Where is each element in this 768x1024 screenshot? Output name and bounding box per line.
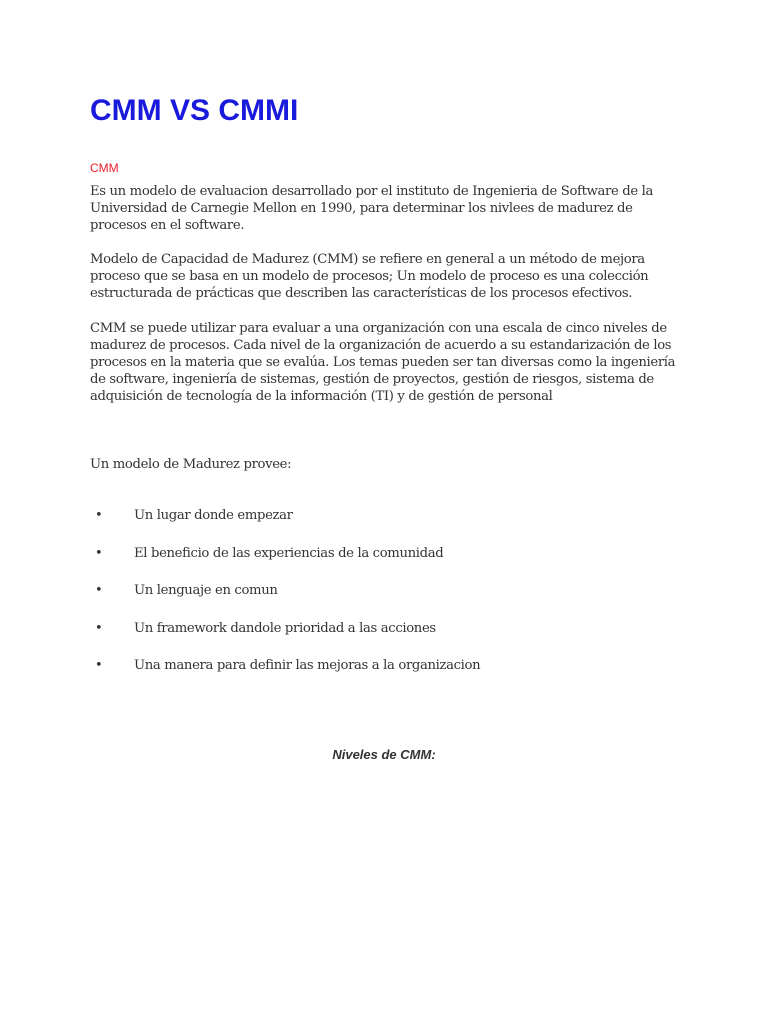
bullet-icon: • <box>95 583 103 598</box>
bullet-icon: • <box>95 658 103 673</box>
bullet-icon: • <box>95 545 103 561</box>
bullet-icon: • <box>95 620 103 636</box>
page-title: CMM VS CMMI <box>90 94 299 127</box>
list-item-text: Un lugar donde empezar <box>134 508 293 523</box>
bullet-icon: • <box>95 508 103 523</box>
list-item-text: Un framework dandole prioridad a las acciones <box>134 620 436 636</box>
list-item-text: Un lenguaje en comun <box>134 583 278 598</box>
paragraph-capability-model: Modelo de Capacidad de Madurez (CMM) se refiere en general a un método de mejora proceso que se basa en un modelo de procesos; Un modelo de proceso es una colección estructurada de prácticas que describen las características de los procesos efectivos. <box>90 252 649 301</box>
paragraph-usage: CMM se puede utilizar para evaluar a una organización con una escala de cinco niveles de madurez de procesos. Cada nivel de la organización de acuerdo a su estandarización de los procesos en la materia que se evalúa. Los temas pueden ser tan diversas como la ingeniería de software, ingeniería de sistemas, gestión de proyectos, gestión de riesgos, sistema de adquisición de tecnología de la información (TI) y de gestión de personal <box>90 321 676 404</box>
list-item-text: El beneficio de las experiencias de la comunidad <box>134 545 444 561</box>
list-intro: Un modelo de Madurez provee: <box>90 457 292 472</box>
paragraph-definition: Es un modelo de evaluacion desarrollado por el instituto de Ingenieria de Software de la Universidad de Carnegie Mellon en 1990, para determinar los nivlees de madurez de procesos en el software. <box>90 184 654 233</box>
list-item-text: Una manera para definir las mejoras a la organizacion <box>134 658 481 673</box>
section-label-cmm: CMM <box>90 161 119 175</box>
subheading-cmm-levels: Niveles de CMM: <box>332 747 436 762</box>
